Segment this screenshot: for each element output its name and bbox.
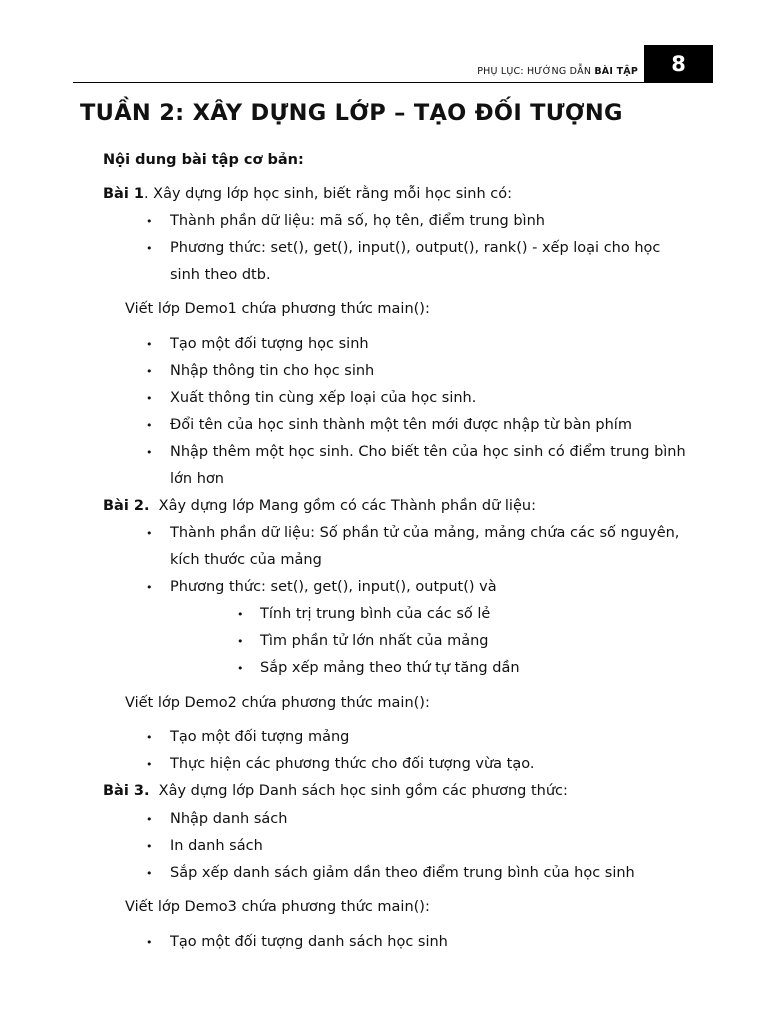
exercise-1-demo-item-continuation: lớn hơn: [170, 471, 224, 487]
exercise-3-item: Sắp xếp danh sách giảm dần theo điểm trung bình của học sinh: [170, 865, 635, 881]
exercise-1-demo-item: Đổi tên của học sinh thành một tên mới được nhập từ bàn phím: [170, 417, 632, 433]
exercise-1-item-continuation: sinh theo dtb.: [170, 267, 271, 283]
exercise-1-demo-item: Tạo một đối tượng học sinh: [170, 336, 369, 352]
bullet: •: [146, 813, 153, 826]
bullet: •: [146, 581, 153, 594]
exercise-1-heading: [103, 186, 512, 202]
exercise-2-heading: [103, 498, 536, 514]
exercise-3-item: In danh sách: [170, 838, 263, 854]
exercise-1-item: Phương thức: set(), get(), input(), output(), rank() - xếp loại cho học: [170, 240, 661, 256]
running-header-section: PHỤ LỤC: HƯỚNG DẪN: [477, 66, 592, 77]
intro-heading: Nội dung bài tập cơ bản:: [103, 152, 304, 168]
exercise-1-demo: Viết lớp Demo1 chứa phương thức main():: [125, 301, 430, 317]
exercise-1-label: Bài 1: [103, 186, 144, 202]
bullet: •: [146, 527, 153, 540]
exercise-2-item-continuation: kích thước của mảng: [170, 552, 322, 568]
exercise-2-sub-item: Tính trị trung bình của các số lẻ: [260, 606, 491, 622]
exercise-2-demo: Viết lớp Demo2 chứa phương thức main():: [125, 695, 430, 711]
exercise-3-item: Nhập danh sách: [170, 811, 288, 827]
exercise-2-sub-item: Sắp xếp mảng theo thứ tự tăng dần: [260, 660, 520, 676]
bullet: •: [146, 419, 153, 432]
bullet: •: [237, 662, 244, 675]
exercise-1-text: . Xây dựng lớp học sinh, biết rằng mỗi học sinh có:: [143, 186, 512, 202]
bullet: •: [146, 936, 153, 949]
bullet: •: [146, 446, 153, 459]
bullet: •: [146, 392, 153, 405]
bullet: •: [146, 365, 153, 378]
exercise-2-item: Phương thức: set(), get(), input(), output() và: [170, 579, 497, 595]
bullet: •: [237, 608, 244, 621]
page-title: TUẦN 2: XÂY DỰNG LỚP – TẠO ĐỐI TƯỢNG: [80, 100, 623, 126]
bullet: •: [146, 242, 153, 255]
exercise-2-demo-item: Tạo một đối tượng mảng: [170, 729, 350, 745]
bullet: •: [146, 758, 153, 771]
exercise-2-text: Xây dựng lớp Mang gồm có các Thành phần dữ liệu:: [158, 498, 536, 514]
running-header: [477, 66, 638, 77]
exercise-2-sub-item: Tìm phần tử lớn nhất của mảng: [260, 633, 489, 649]
exercise-2-label: Bài 2.: [103, 498, 150, 514]
exercise-3-demo-item: Tạo một đối tượng danh sách học sinh: [170, 934, 448, 950]
running-header-section-bold: BÀI TẬP: [594, 66, 638, 77]
exercise-1-demo-item: Xuất thông tin cùng xếp loại của học sinh.: [170, 390, 477, 406]
exercise-3-label: Bài 3.: [103, 783, 150, 799]
bullet: •: [146, 731, 153, 744]
exercise-2-demo-item: Thực hiện các phương thức cho đối tượng vừa tạo.: [170, 756, 535, 772]
exercise-1-demo-item: Nhập thông tin cho học sinh: [170, 363, 375, 379]
page-number: 8: [644, 45, 713, 82]
exercise-2-item: Thành phần dữ liệu: Số phần tử của mảng, mảng chứa các số nguyên,: [170, 525, 680, 541]
exercise-3-text: Xây dựng lớp Danh sách học sinh gồm các phương thức:: [158, 783, 568, 799]
bullet: •: [146, 840, 153, 853]
bullet: •: [146, 867, 153, 880]
header-rule: [73, 82, 713, 83]
exercise-3-heading: [103, 783, 568, 799]
bullet: •: [146, 338, 153, 351]
bullet: •: [237, 635, 244, 648]
bullet: •: [146, 215, 153, 228]
exercise-3-demo: Viết lớp Demo3 chứa phương thức main():: [125, 899, 430, 915]
exercise-1-item: Thành phần dữ liệu: mã số, họ tên, điểm trung bình: [170, 213, 545, 229]
exercise-1-demo-item: Nhập thêm một học sinh. Cho biết tên của học sinh có điểm trung bình: [170, 444, 686, 460]
